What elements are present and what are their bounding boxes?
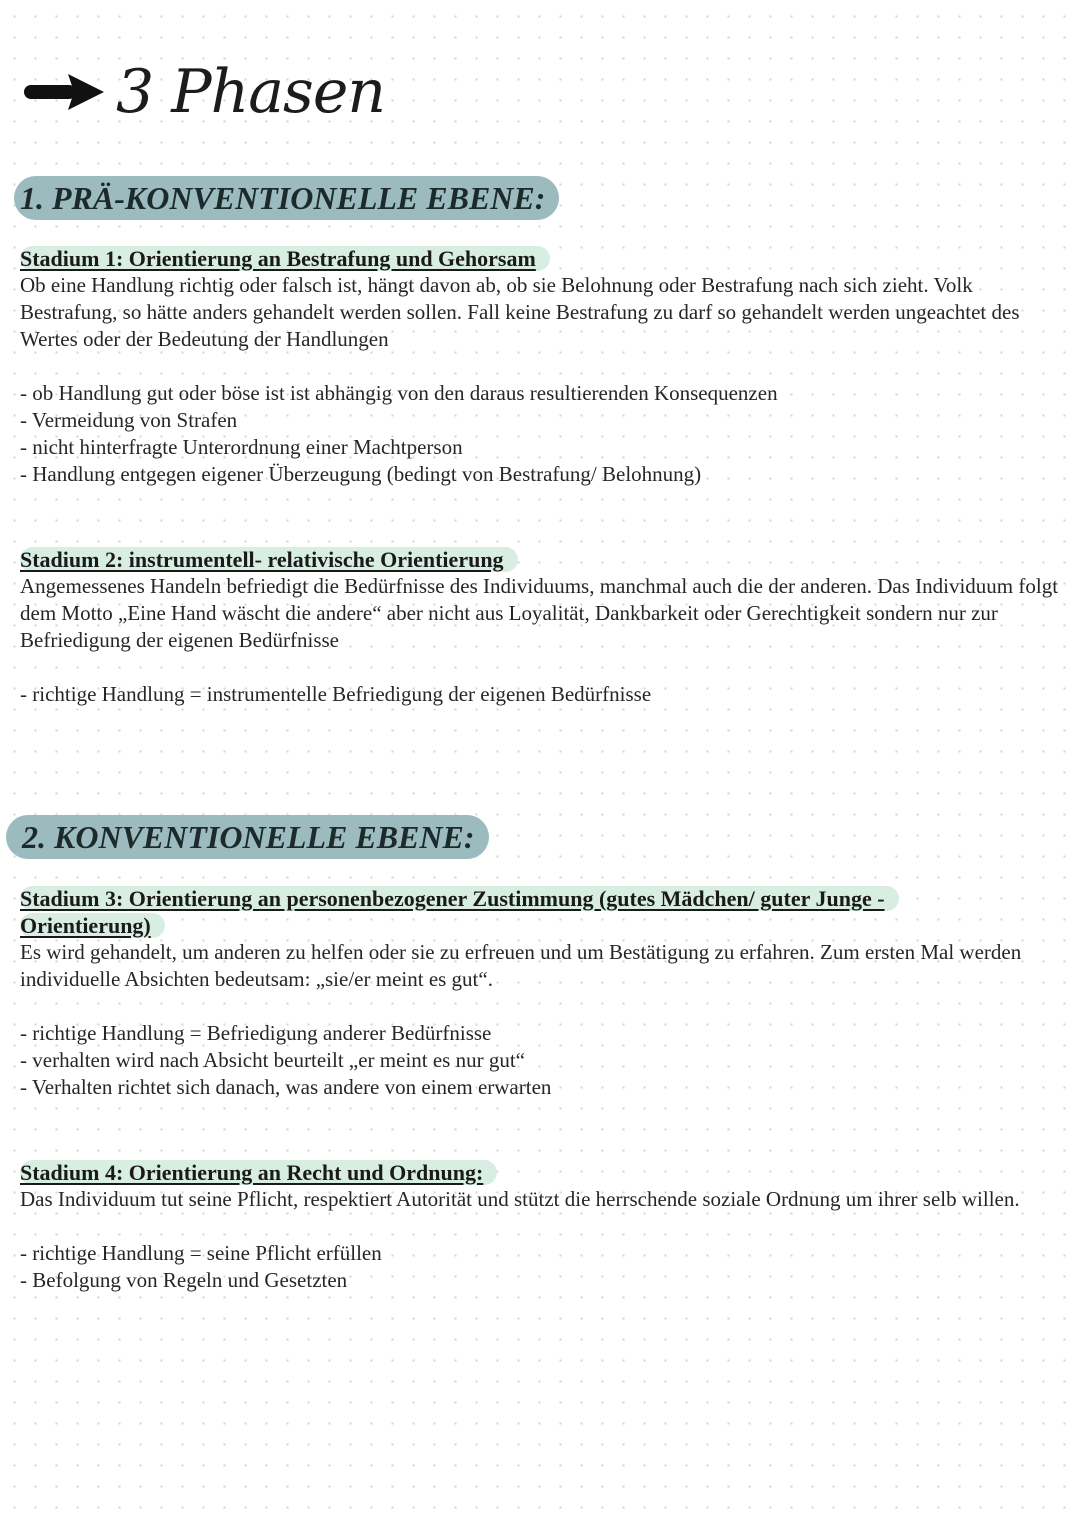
list-item: - richtige Handlung = seine Pflicht erfüllen — [20, 1240, 1078, 1267]
page-title: 3 Phasen — [116, 57, 385, 127]
stage-title-3: Stadium 3: Orientierung an personenbezogener Zustimmung (gutes Mädchen/ guter Junge - Orientierung) — [20, 885, 1020, 939]
page-title-row — [22, 52, 385, 132]
stage-block-4 — [20, 1159, 1078, 1294]
stage-text-1: Ob eine Handlung richtig oder falsch ist, hängt davon ab, ob sie Belohnung oder Bestrafung nach sich zieht. Volk Bestrafung, so hätte anders gehandelt werden sollen. Fall keine Bestrafung zu darf so gehandelt werden ungeachtet des Wertes oder der Bedeutung der Handlungen — [20, 273, 1020, 351]
stage-bullets-1 — [20, 380, 1070, 488]
list-item: - Vermeidung von Strafen — [20, 407, 1070, 434]
list-item: - richtige Handlung = Befriedigung anderer Bedürfnisse — [20, 1020, 1078, 1047]
stage-block-3 — [20, 885, 1078, 1101]
arrow-right-icon — [22, 72, 106, 112]
stage-title-4: Stadium 4: Orientierung an Recht und Ordnung: — [20, 1159, 1078, 1186]
stage-bullets-3 — [20, 1020, 1078, 1101]
stage-title-1: Stadium 1: Orientierung an Bestrafung und Gehorsam — [20, 245, 1070, 272]
list-item: - Befolgung von Regeln und Gesetzten — [20, 1267, 1078, 1294]
list-item: - richtige Handlung = instrumentelle Befriedigung der eigenen Bedürfnisse — [20, 681, 1060, 708]
list-item: - nicht hinterfragte Unterordnung einer Machtperson — [20, 434, 1070, 461]
stage-block-2 — [20, 546, 1060, 708]
stage-block-1 — [20, 245, 1070, 488]
stage-text-2: Angemessenes Handeln befriedigt die Bedürfnisse des Individuums, manchmal auch die der anderen. Das Individuum folgt dem Motto „Eine Hand wäscht die andere“ aber nicht aus Loyalität, Dankbarkeit oder Gerechtigkeit sondern nur zur Befriedigung der eigenen Bedürfnisse — [20, 574, 1059, 652]
stage-text-3: Es wird gehandelt, um anderen zu helfen oder sie zu erfreuen und um Bestätigung zu erfahren. Zum ersten Mal werden individuelle Absichten bedeutsam: „sie/er meint es gut“. — [20, 940, 1022, 991]
list-item: - Handlung entgegen eigener Überzeugung (bedingt von Bestrafung/ Belohnung) — [20, 461, 1070, 488]
stage-text-4: Das Individuum tut seine Pflicht, respektiert Autorität und stützt die herrschende soziale Ordnung um ihrer selb willen. — [20, 1187, 1020, 1211]
phase-heading-1: 1. PRÄ-KONVENTIONELLE EBENE: — [14, 176, 559, 220]
stage-title-2: Stadium 2: instrumentell- relativische Orientierung — [20, 546, 1060, 573]
list-item: - ob Handlung gut oder böse ist ist abhängig von den daraus resultierenden Konsequenzen — [20, 380, 1070, 407]
phase-heading-2: 2. KONVENTIONELLE EBENE: — [6, 815, 489, 859]
stage-bullets-2 — [20, 681, 1060, 708]
stage-bullets-4 — [20, 1240, 1078, 1294]
list-item: - verhalten wird nach Absicht beurteilt „er meint es nur gut“ — [20, 1047, 1078, 1074]
list-item: - Verhalten richtet sich danach, was andere von einem erwarten — [20, 1074, 1078, 1101]
